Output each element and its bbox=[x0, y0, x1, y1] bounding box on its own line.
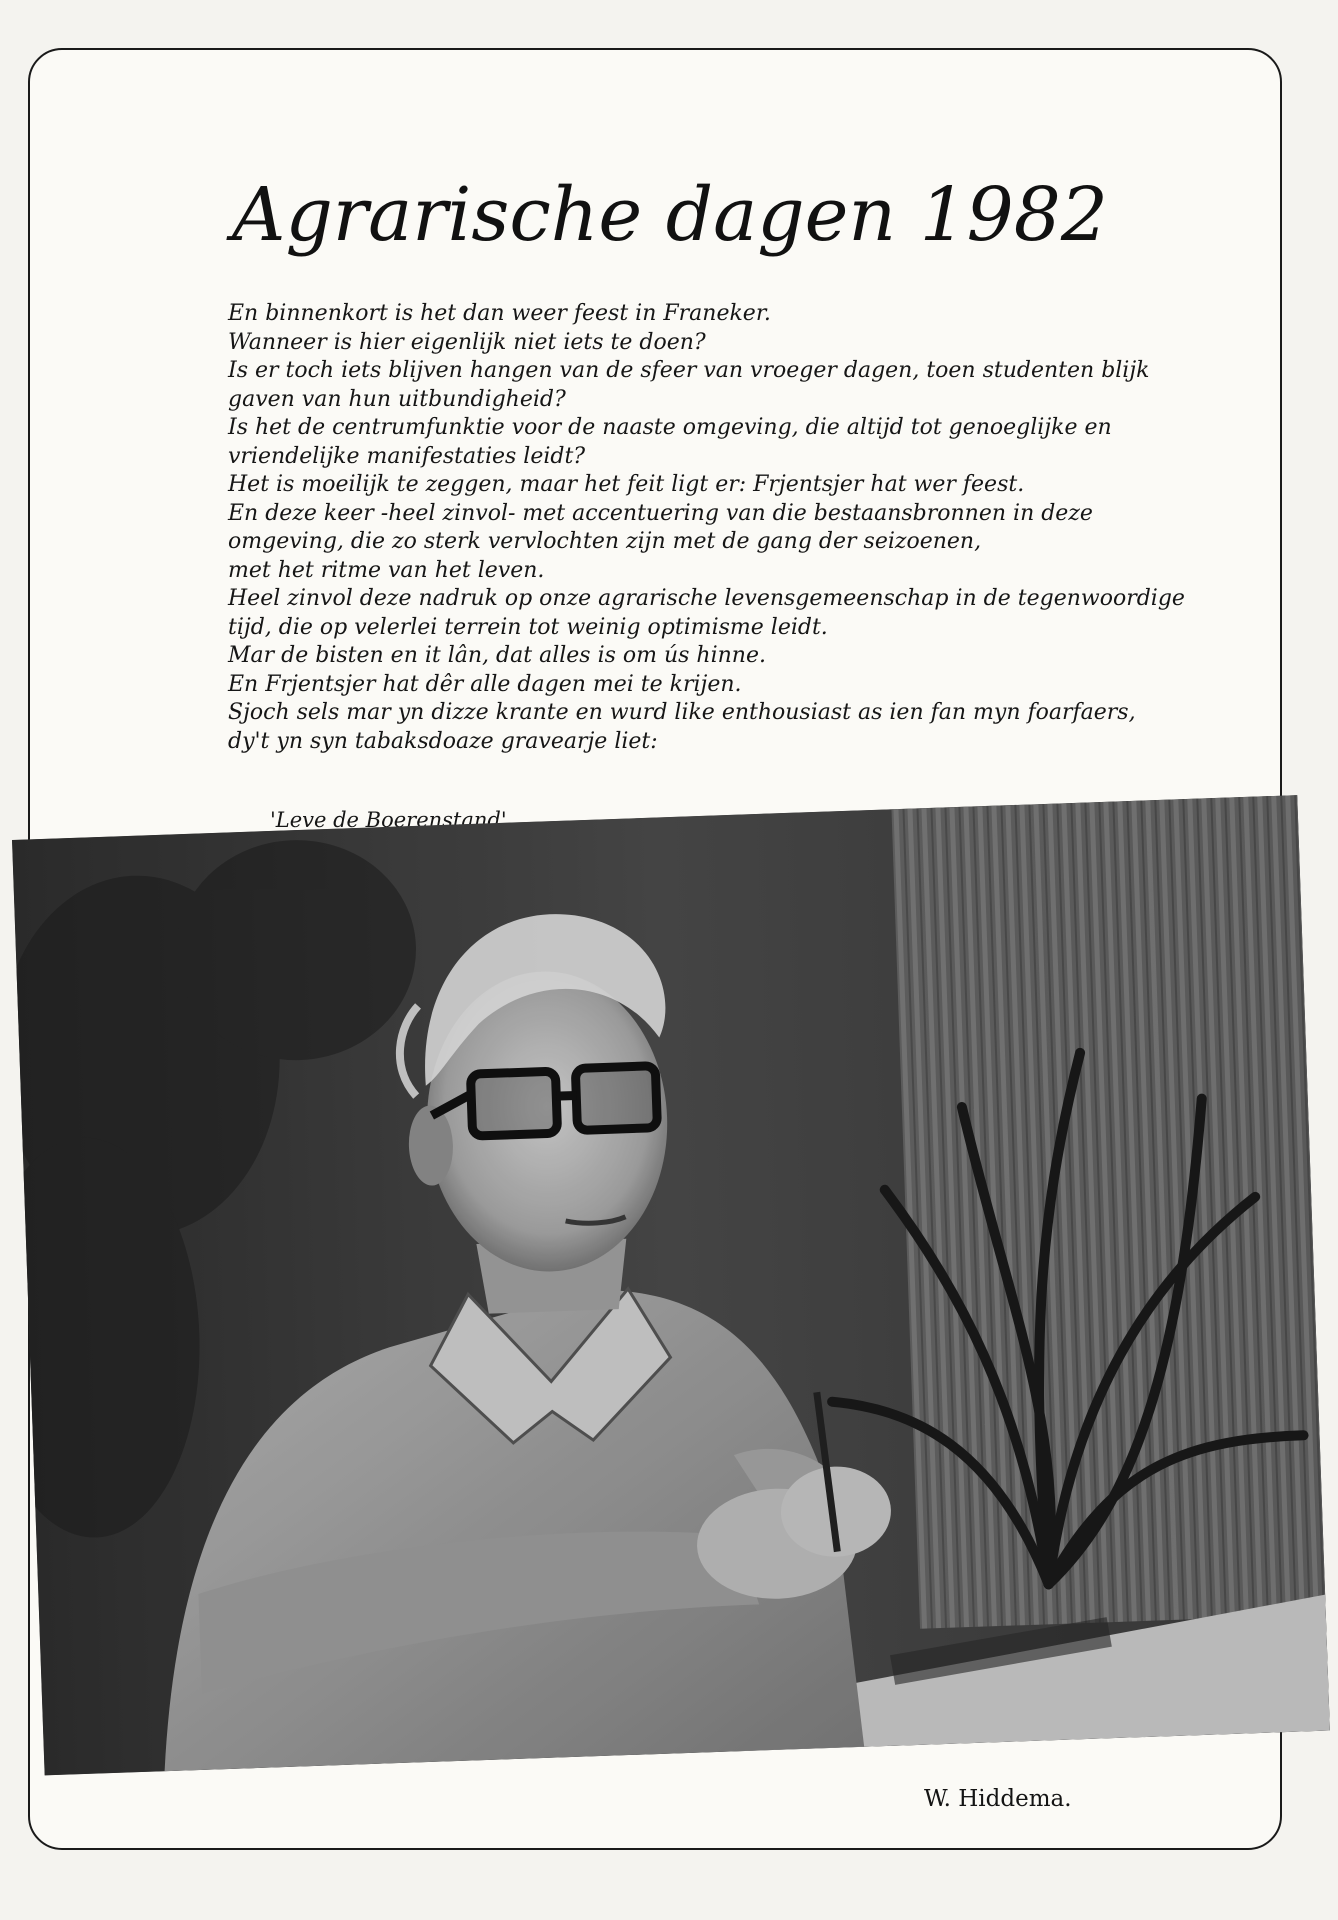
body-line: omgeving, die zo sterk vervlochten zijn met de gang der seizoenen, bbox=[228, 529, 982, 554]
body-line: Wanneer is hier eigenlijk niet iets te doen? bbox=[228, 329, 706, 355]
author-signature: W. Hiddema. bbox=[924, 1786, 1072, 1812]
body-line: vriendelijke manifestaties leidt? bbox=[228, 443, 586, 469]
body-line: dy't yn syn tabaksdoaze gravearje liet: bbox=[228, 728, 658, 754]
body-line: Mar de bisten en it lân, dat alles is om ús hinne. bbox=[228, 643, 766, 668]
body-line: En binnenkort is het dan weer feest in Franeker. bbox=[228, 301, 771, 326]
body-line: En deze keer -heel zinvol- met accentuering van die bestaansbronnen in deze bbox=[228, 500, 1093, 526]
body-line: En Frjentsjer hat dêr alle dagen mei te krijen. bbox=[228, 671, 742, 697]
article-title: Agrarische dagen 1982 bbox=[232, 172, 1108, 258]
body-line: met het ritme van het leven. bbox=[228, 557, 545, 583]
body-line: Is het de centrumfunktie voor de naaste omgeving, die altijd tot genoeglijke en bbox=[228, 415, 1112, 440]
body-line: Is er toch iets blijven hangen van de sfeer van vroeger dagen, toen studenten blijk bbox=[228, 358, 1150, 383]
body-line: Het is moeilijk te zeggen, maar het feit ligt er: Frjentsjer hat wer feest. bbox=[228, 472, 1025, 497]
body-line: Sjoch sels mar yn dizze krante en wurd like enthousiast as ien fan myn foarfaers, bbox=[228, 700, 1136, 725]
body-line: gaven van hun uitbundigheid? bbox=[228, 386, 566, 412]
portrait-photo bbox=[12, 795, 1330, 1775]
body-line: tijd, die op velerlei terrein tot weinig optimisme leidt. bbox=[228, 614, 828, 640]
body-line: Heel zinvol deze nadruk op onze agrarische levensgemeenschap in de tegenwoordige bbox=[228, 586, 1185, 611]
quote-line: 'Leve de Boerenstand' bbox=[270, 808, 507, 832]
article-body bbox=[228, 300, 1185, 756]
